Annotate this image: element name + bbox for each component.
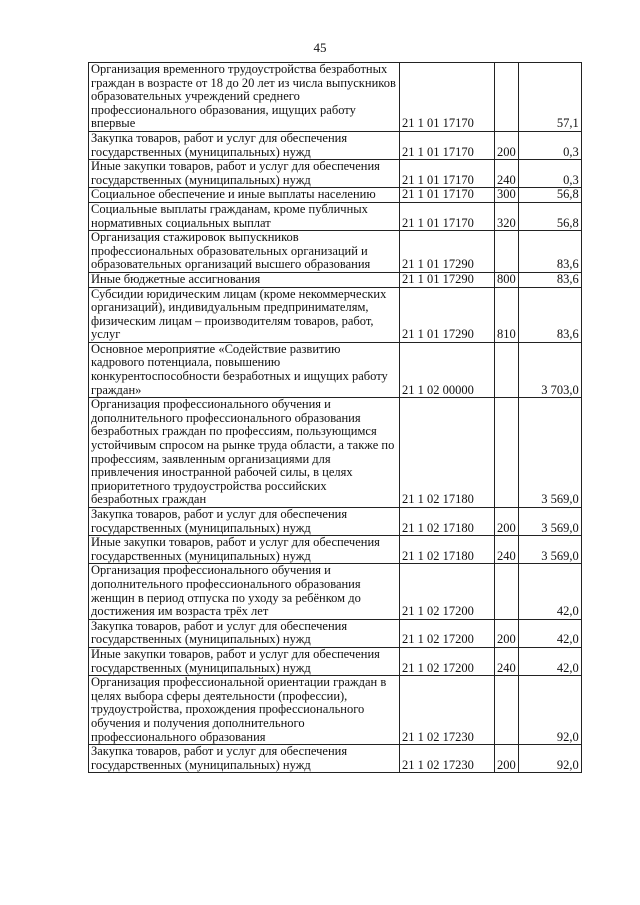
- row-code-cell: 21 1 01 17290: [400, 287, 495, 342]
- row-amount-cell: 42,0: [518, 619, 581, 647]
- row-code-cell: 21 1 02 17200: [400, 619, 495, 647]
- table-row: [89, 342, 582, 397]
- row-amount-cell: 92,0: [518, 676, 581, 745]
- table-row: [89, 398, 582, 508]
- row-name-cell: Субсидии юридическим лицам (кроме некоммерческих организаций), индивидуальным предпринимателям, физическим лицам – производителям товаров, работ, услуг: [89, 287, 400, 342]
- row-amount-cell: 0,3: [518, 131, 581, 159]
- row-expense-type-cell: [495, 231, 519, 273]
- row-name-cell: Организация временного трудоустройства безработных граждан в возрасте от 18 до 20 лет из числа выпускников образовательных учреждений среднего профессионального образования, ищущих работу впервые: [89, 63, 400, 132]
- row-name-cell: Организация профессиональной ориентации граждан в целях выбора сферы деятельности (профессии), трудоустройства, прохождения профессионального обучения и получения дополнительного профессионального образования: [89, 676, 400, 745]
- row-code-cell: 21 1 02 17180: [400, 508, 495, 536]
- row-name-cell: Организация профессионального обучения и дополнительного профессионального образования безработных граждан по профессиям, пользующимся устойчивым спросом на рынке труда области, а также по профессиям, заявленным организациями для привлечения иностранной рабочей силы, в целях приоритетного трудоустройства российских безработных граждан: [89, 398, 400, 508]
- table-row: [89, 536, 582, 564]
- row-name-cell: Закупка товаров, работ и услуг для обеспечения государственных (муниципальных) нужд: [89, 508, 400, 536]
- row-code-cell: 21 1 01 17170: [400, 63, 495, 132]
- page-number: 45: [313, 40, 327, 55]
- row-name-cell: Иные закупки товаров, работ и услуг для обеспечения государственных (муниципальных) нужд: [89, 647, 400, 675]
- row-amount-cell: 56,8: [518, 188, 581, 203]
- row-amount-cell: 0,3: [518, 160, 581, 188]
- row-expense-type-cell: 300: [495, 188, 519, 203]
- row-expense-type-cell: 240: [495, 160, 519, 188]
- row-amount-cell: 3 569,0: [518, 536, 581, 564]
- row-expense-type-cell: 200: [495, 619, 519, 647]
- table-row: [89, 188, 582, 203]
- budget-table: [88, 62, 582, 773]
- table-row: [89, 202, 582, 230]
- row-amount-cell: 3 703,0: [518, 342, 581, 397]
- row-expense-type-cell: 240: [495, 647, 519, 675]
- row-expense-type-cell: 240: [495, 536, 519, 564]
- row-name-cell: Закупка товаров, работ и услуг для обеспечения государственных (муниципальных) нужд: [89, 619, 400, 647]
- row-amount-cell: 83,6: [518, 272, 581, 287]
- table-row: [89, 564, 582, 619]
- row-code-cell: 21 1 02 17180: [400, 398, 495, 508]
- row-name-cell: Социальное обеспечение и иные выплаты населению: [89, 188, 400, 203]
- row-name-cell: Организация профессионального обучения и дополнительного профессионального образования женщин в период отпуска по уходу за ребёнком до достижения им возраста трёх лет: [89, 564, 400, 619]
- table-row: [89, 160, 582, 188]
- row-expense-type-cell: [495, 342, 519, 397]
- row-name-cell: Иные закупки товаров, работ и услуг для обеспечения государственных (муниципальных) нужд: [89, 160, 400, 188]
- row-expense-type-cell: [495, 564, 519, 619]
- row-code-cell: 21 1 01 17170: [400, 131, 495, 159]
- row-name-cell: Иные закупки товаров, работ и услуг для обеспечения государственных (муниципальных) нужд: [89, 536, 400, 564]
- table-row: [89, 272, 582, 287]
- row-expense-type-cell: 320: [495, 202, 519, 230]
- row-amount-cell: 83,6: [518, 231, 581, 273]
- row-code-cell: 21 1 02 17230: [400, 676, 495, 745]
- table-row: [89, 231, 582, 273]
- row-code-cell: 21 1 01 17170: [400, 188, 495, 203]
- table-row: [89, 131, 582, 159]
- row-code-cell: 21 1 02 17230: [400, 745, 495, 773]
- row-amount-cell: 56,8: [518, 202, 581, 230]
- row-code-cell: 21 1 02 17200: [400, 564, 495, 619]
- row-expense-type-cell: 800: [495, 272, 519, 287]
- row-name-cell: Основное мероприятие «Содействие развитию кадрового потенциала, повышению конкурентоспособности безработных и ищущих работу граждан»: [89, 342, 400, 397]
- row-amount-cell: 3 569,0: [518, 398, 581, 508]
- row-expense-type-cell: 810: [495, 287, 519, 342]
- table-row: [89, 287, 582, 342]
- row-amount-cell: 57,1: [518, 63, 581, 132]
- row-code-cell: 21 1 02 17200: [400, 647, 495, 675]
- row-amount-cell: 3 569,0: [518, 508, 581, 536]
- row-code-cell: 21 1 01 17170: [400, 160, 495, 188]
- table-row: [89, 676, 582, 745]
- row-code-cell: 21 1 02 00000: [400, 342, 495, 397]
- row-name-cell: Иные бюджетные ассигнования: [89, 272, 400, 287]
- row-code-cell: 21 1 01 17290: [400, 231, 495, 273]
- row-expense-type-cell: 200: [495, 745, 519, 773]
- table-row: [89, 63, 582, 132]
- row-code-cell: 21 1 01 17290: [400, 272, 495, 287]
- row-code-cell: 21 1 02 17180: [400, 536, 495, 564]
- row-name-cell: Социальные выплаты гражданам, кроме публичных нормативных социальных выплат: [89, 202, 400, 230]
- table-row: [89, 508, 582, 536]
- row-expense-type-cell: 200: [495, 131, 519, 159]
- row-amount-cell: 92,0: [518, 745, 581, 773]
- row-expense-type-cell: [495, 676, 519, 745]
- row-name-cell: Закупка товаров, работ и услуг для обеспечения государственных (муниципальных) нужд: [89, 745, 400, 773]
- row-name-cell: Организация стажировок выпускников профессиональных образовательных организаций и образовательных организаций высшего образования: [89, 231, 400, 273]
- row-amount-cell: 42,0: [518, 647, 581, 675]
- row-amount-cell: 42,0: [518, 564, 581, 619]
- row-amount-cell: 83,6: [518, 287, 581, 342]
- table-row: [89, 619, 582, 647]
- table-row: [89, 647, 582, 675]
- row-expense-type-cell: 200: [495, 508, 519, 536]
- row-expense-type-cell: [495, 398, 519, 508]
- row-code-cell: 21 1 01 17170: [400, 202, 495, 230]
- table-row: [89, 745, 582, 773]
- row-name-cell: Закупка товаров, работ и услуг для обеспечения государственных (муниципальных) нужд: [89, 131, 400, 159]
- row-expense-type-cell: [495, 63, 519, 132]
